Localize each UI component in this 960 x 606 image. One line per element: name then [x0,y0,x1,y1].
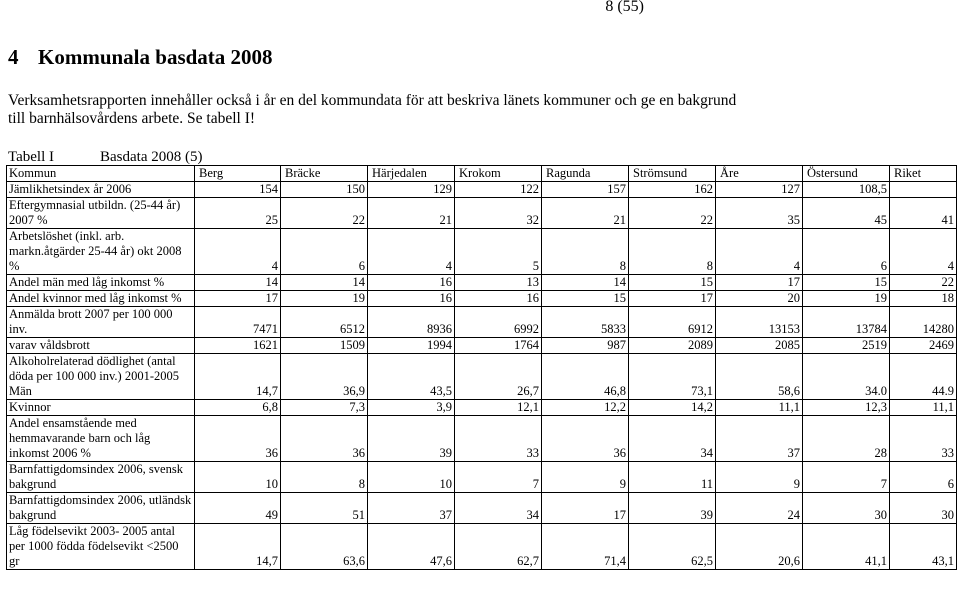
table-cell: 30 [803,493,890,524]
table-cell: 44.9 [890,354,957,400]
table-cell: 162 [629,182,716,198]
table-cell: 3,9 [368,400,455,416]
row-label: Alkoholrelaterad dödlighet (antal döda per 100 000 inv.) 2001-2005 Män [7,354,195,400]
table-cell: 4 [716,229,803,275]
table-cell: 37 [716,416,803,462]
column-header-label: Kommun [7,166,195,182]
table-row [7,291,957,307]
row-label: Kvinnor [7,400,195,416]
table-row [7,338,957,354]
basdata-table [6,165,957,570]
table-cell: 17 [629,291,716,307]
table-cell: 10 [195,462,281,493]
table-cell: 35 [716,198,803,229]
table-cell: 34 [455,493,542,524]
table-cell: 41,1 [803,524,890,570]
table-cell: 4 [368,229,455,275]
table-cell: 14,7 [195,354,281,400]
table-cell: 22 [629,198,716,229]
table-cell: 6992 [455,307,542,338]
table-header-row [7,166,957,182]
table-cell: 22 [890,275,957,291]
table-cell: 8936 [368,307,455,338]
section-heading [8,45,273,70]
table-row [7,182,957,198]
table-row [7,493,957,524]
table-cell: 15 [542,291,629,307]
column-header: Åre [716,166,803,182]
table-cell: 62,7 [455,524,542,570]
section-number: 4 [8,45,19,69]
table-cell: 15 [803,275,890,291]
table-cell: 1509 [281,338,368,354]
table-cell: 33 [455,416,542,462]
row-label: Andel ensamstående med hemmavarande barn och låg inkomst 2006 % [7,416,195,462]
table-cell: 7471 [195,307,281,338]
table-cell: 17 [542,493,629,524]
table-cell: 12,1 [455,400,542,416]
table-cell: 1764 [455,338,542,354]
table-cell: 5833 [542,307,629,338]
row-label: Jämlikhetsindex år 2006 [7,182,195,198]
table-cell: 6 [890,462,957,493]
table-cell: 17 [716,275,803,291]
table-cell: 4 [890,229,957,275]
table-cell: 63,6 [281,524,368,570]
column-header: Härjedalen [368,166,455,182]
table-row [7,307,957,338]
row-label: Anmälda brott 2007 per 100 000 inv. [7,307,195,338]
table-cell: 7,3 [281,400,368,416]
table-cell: 16 [455,291,542,307]
table-cell: 12,3 [803,400,890,416]
table-cell: 1994 [368,338,455,354]
table-cell: 6512 [281,307,368,338]
table-cell: 26,7 [455,354,542,400]
table-cell [890,182,957,198]
table-cell: 33 [890,416,957,462]
table-cell: 45 [803,198,890,229]
table-cell: 16 [368,275,455,291]
table-cell: 154 [195,182,281,198]
table-cell: 14 [281,275,368,291]
table-cell: 49 [195,493,281,524]
table-cell: 987 [542,338,629,354]
row-label: Arbetslöshet (inkl. arb. markn.åtgärder 25-44 år) okt 2008 % [7,229,195,275]
column-header: Riket [890,166,957,182]
table-cell: 11,1 [890,400,957,416]
row-label: Eftergymnasial utbildn. (25-44 år) 2007 % [7,198,195,229]
table-cell: 14280 [890,307,957,338]
table-cell: 62,5 [629,524,716,570]
table-cell: 14,2 [629,400,716,416]
table-cell: 41 [890,198,957,229]
section-title: Kommunala basdata 2008 [38,45,273,69]
table-cell: 2519 [803,338,890,354]
table-cell: 13784 [803,307,890,338]
table-cell: 36 [281,416,368,462]
column-header: Bräcke [281,166,368,182]
row-label: Andel kvinnor med låg inkomst % [7,291,195,307]
table-cell: 15 [629,275,716,291]
row-label: Barnfattigdomsindex 2006, utländsk bakgrund [7,493,195,524]
table-cell: 20,6 [716,524,803,570]
table-row [7,400,957,416]
table-cell: 34.0 [803,354,890,400]
table-cell: 10 [368,462,455,493]
table-cell: 21 [368,198,455,229]
table-cell: 2089 [629,338,716,354]
table-cell: 18 [890,291,957,307]
table-cell: 11,1 [716,400,803,416]
table-cell: 24 [716,493,803,524]
column-header: Krokom [455,166,542,182]
table-cell: 8 [542,229,629,275]
table-cell: 122 [455,182,542,198]
intro-paragraph: Verksamhetsrapporten innehåller också i år en del kommundata för att beskriva länets kommuner och ge en bakgrund till barnhälsovårdens arbete. Se tabell I! [8,92,737,127]
table-cell: 5 [455,229,542,275]
table-cell: 11 [629,462,716,493]
table-cell: 51 [281,493,368,524]
table-cell: 7 [455,462,542,493]
table-cell: 1621 [195,338,281,354]
table-cell: 8 [629,229,716,275]
table-cell: 14 [195,275,281,291]
table-cell: 73,1 [629,354,716,400]
table-cell: 39 [629,493,716,524]
table-cell: 37 [368,493,455,524]
table-cell: 127 [716,182,803,198]
table-caption-title: Basdata 2008 (5) [100,149,203,165]
table-cell: 6,8 [195,400,281,416]
table-cell: 46,8 [542,354,629,400]
table-cell: 19 [803,291,890,307]
table-row [7,354,957,400]
table-row [7,198,957,229]
column-header: Östersund [803,166,890,182]
table-cell: 13 [455,275,542,291]
table-cell: 36,9 [281,354,368,400]
table-cell: 129 [368,182,455,198]
column-header: Strömsund [629,166,716,182]
table-cell: 17 [195,291,281,307]
row-label: Låg födelsevikt 2003- 2005 antal per 1000 födda födelsevikt <2500 gr [7,524,195,570]
table-row [7,462,957,493]
table-cell: 19 [281,291,368,307]
table-cell: 13153 [716,307,803,338]
table-cell: 34 [629,416,716,462]
row-label: varav våldsbrott [7,338,195,354]
table-cell: 20 [716,291,803,307]
table-caption [8,149,202,166]
table-cell: 9 [542,462,629,493]
column-header: Ragunda [542,166,629,182]
table-row [7,229,957,275]
table-row [7,275,957,291]
table-body [7,166,957,570]
table-cell: 30 [890,493,957,524]
table-cell: 25 [195,198,281,229]
table-cell: 6 [281,229,368,275]
table-cell: 71,4 [542,524,629,570]
table-cell: 2469 [890,338,957,354]
table-cell: 157 [542,182,629,198]
table-cell: 43,5 [368,354,455,400]
table-cell: 2085 [716,338,803,354]
table-cell: 4 [195,229,281,275]
table-cell: 16 [368,291,455,307]
table-cell: 108,5 [803,182,890,198]
table-cell: 36 [542,416,629,462]
table-cell: 8 [281,462,368,493]
table-cell: 39 [368,416,455,462]
column-header: Berg [195,166,281,182]
table-cell: 22 [281,198,368,229]
table-cell: 6912 [629,307,716,338]
table-cell: 36 [195,416,281,462]
row-label: Barnfattigdomsindex 2006, svensk bakgrund [7,462,195,493]
page-number: 8 (55) [605,0,644,15]
table-cell: 43,1 [890,524,957,570]
table-cell: 28 [803,416,890,462]
table-cell: 6 [803,229,890,275]
table-cell: 32 [455,198,542,229]
table-row [7,524,957,570]
table-row [7,416,957,462]
table-cell: 7 [803,462,890,493]
table-cell: 21 [542,198,629,229]
table-cell: 58,6 [716,354,803,400]
table-cell: 9 [716,462,803,493]
table-cell: 150 [281,182,368,198]
table-caption-label: Tabell I [8,149,55,165]
table-cell: 47,6 [368,524,455,570]
row-label: Andel män med låg inkomst % [7,275,195,291]
table-cell: 12,2 [542,400,629,416]
table-cell: 14,7 [195,524,281,570]
table-cell: 14 [542,275,629,291]
